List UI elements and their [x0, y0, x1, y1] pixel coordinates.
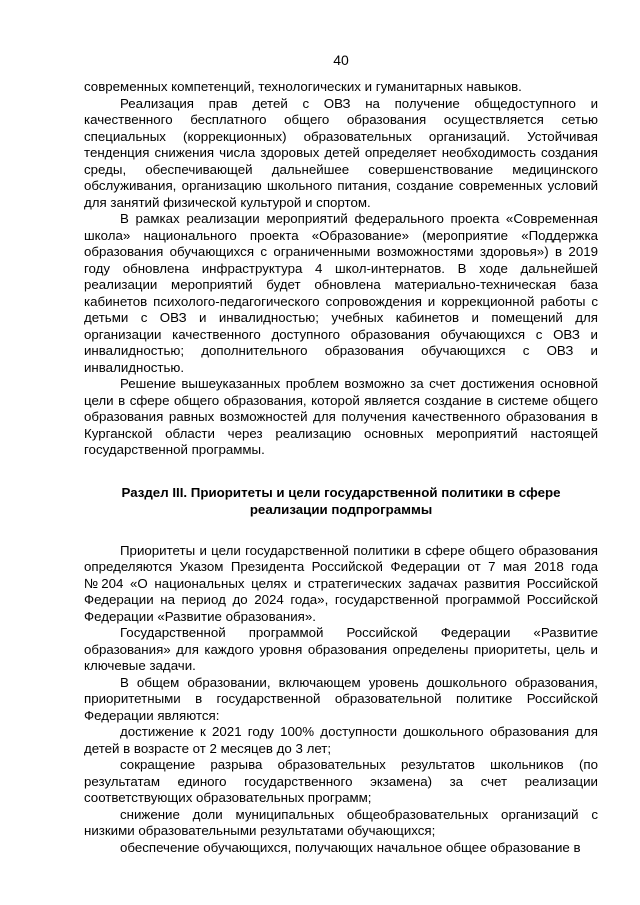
list-item: снижение доли муниципальных общеобразовательных организаций с низкими образовательными результатами обучающихся; [84, 806, 598, 838]
paragraph: В общем образовании, включающем уровень дошкольного образования, приоритетными в государственной образовательной политике Российской Федерации являются: [84, 674, 598, 723]
section-heading: Раздел III. Приоритеты и цели государственной политики в сфере реализации подпрограммы [121, 484, 561, 517]
document-body [84, 79, 598, 856]
list-item: сокращение разрыва образовательных результатов школьников (по результатам единого государственного экзамена) за счет реализации соответствующих образовательных программ; [84, 757, 598, 805]
paragraph: Приоритеты и цели государственной политики в сфере общего образования определяются Указом Президента Российской Федерации от 7 мая 2018 года №204 «О национальных целях и стратегических задачах развития Российской Федерации на период до 2024 года», государственной программой Российской Федерации «Развитие образования». [84, 542, 598, 624]
paragraph: В рамках реализации мероприятий федерального проекта «Современная школа» национального проекта «Образование» (мероприятие «Поддержка образования обучающихся с ограниченными возможностями здоровья») в 2019 году обновлена инфраструктура 4 школ-интернатов. В ходе дальнейшей реализации мероприятий будет обновлена материально-техническая база кабинетов психолого-педагогического сопровождения и коррекционной работы с детьми с ОВЗ и инвалидностью; учебных кабинетов и помещений для организации качественного доступного образования обучающихся с ОВЗ и инвалидностью; дополнительного образования обучающихся с ОВЗ и инвалидностью. [84, 211, 598, 375]
page-number: 40 [333, 52, 349, 68]
list-item: обеспечение обучающихся, получающих начальное общее образование в [120, 839, 581, 855]
paragraph: современных компетенций, технологических и гуманитарных навыков. [84, 79, 522, 94]
paragraph: Решение вышеуказанных проблем возможно за счет достижения основной цели в сфере общего образования, которой является создание в системе общего образования равных возможностей для получения качественного образования в Курганской области через реализацию основных мероприятий настоящей государственной программы. [84, 376, 598, 457]
paragraph: Государственной программой Российской Федерации «Развитие образования» для каждого уровня образования определены приоритеты, цель и ключевые задачи. [84, 625, 598, 673]
paragraph: Реализация прав детей с ОВЗ на получение общедоступного и качественного бесплатного общего образования осуществляется сетью специальных (коррекционных) образовательных организаций. Устойчивая тенденция снижения числа здоровых детей определяет необходимость создания среды, обеспечивающей дальнейшее совершенствование медицинского обслуживания, организацию школьного питания, создание современных условий для занятий физической культурой и спортом. [84, 95, 598, 210]
document-page [84, 0, 598, 905]
list-item: достижение к 2021 году 100% доступности дошкольного образования для детей в возрасте от 2 месяцев до 3 лет; [84, 724, 598, 756]
